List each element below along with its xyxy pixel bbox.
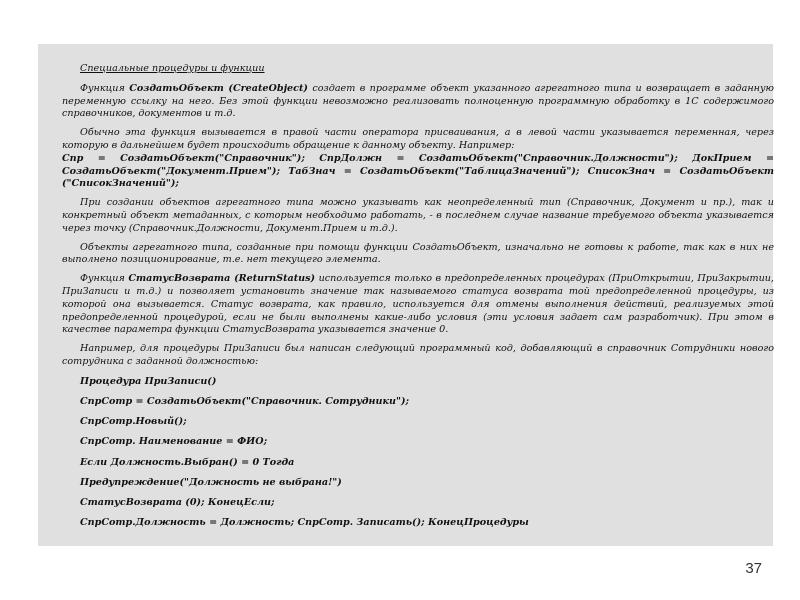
code-line: Предупреждение("Должность не выбрана!")	[80, 476, 342, 488]
code-line: СпрСотр. Наименование = ФИО;	[80, 436, 268, 448]
code-line: СпрСотр.Должность = Должность; СпрСотр. Записать(); КонецПроцедуры	[80, 517, 529, 529]
code-example-inline: Спр = СоздатьОбъект("Справочник"); СпрДолжн = СоздатьОбъект("Справочник.Должности"); ДокПрием = СоздатьОбъект("Документ.Прием"); ТабЗнач = СоздатьОбъект("ТаблицаЗначений"); СписокЗнач = СоздатьОбъект ("СписокЗначений");	[62, 152, 774, 190]
paragraph-returnstatus	[62, 273, 774, 337]
text-run: Функция	[80, 82, 130, 94]
term-createobject: СоздатьОбъект (CreateObject)	[129, 82, 308, 94]
code-line: Если Должность.Выбран() = 0 Тогда	[80, 456, 295, 468]
paragraph-usage	[62, 127, 774, 191]
text-run: используется только в предопределенных процедурах (ПриОткрытии, ПриЗакрытии, ПриЗаписи и т.д.) и позволяет установить значение так называемого статуса возврата той предопределенной процедуры, из которой она вызывается. Статус возврата, как правило, используется для отмены выполнения действий, реализуемых этой предопределенной процедурой, если не были выполнены какие-либо условия (эти условия задает сам разработчик). При этом в качестве параметра функции СтатусВозврата указывается значение 0.	[62, 273, 774, 336]
page-number: 37	[745, 560, 762, 577]
code-line: СтатусВозврата (0); КонецЕсли;	[80, 496, 275, 508]
text-run: Функция	[80, 273, 129, 285]
text-run: Обычно эта функция вызывается в правой части оператора присваивания, а в левой части указывается переменная, через которую в дальнейшем будет происходить обращение к данному объекту. Например:	[62, 127, 774, 151]
slide-content	[62, 63, 774, 536]
paragraph-object-types: При создании объектов агрегатного типа можно указывать как неопределенный тип (Справочник, Документ и пр.), так и конкретный объект метаданных, с которым необходимо работать, - в последнем случае название требуемого объекта указывается через точку (Справочник.Должности, Документ.Прием и т.д.).	[62, 197, 774, 234]
term-returnstatus: СтатусВозврата (ReturnStatus)	[128, 273, 316, 285]
code-listing	[62, 375, 774, 531]
paragraph-positioning: Объекты агрегатного типа, созданные при помощи функции СоздатьОбъект, изначально не готовы к работе, так как в них не выполнено позиционирование, т.е. нет текущего элемента.	[62, 241, 774, 266]
section-heading: Специальные процедуры и функции	[80, 63, 265, 74]
text-run: создает в программе объект указанного агрегатного типа и возвращает в заданную переменную ссылку на него. Без этой функции невозможно реализовать полноценную программную обработку в 1С содержимого справочников, документов и т.д.	[62, 82, 774, 120]
code-line: Процедура ПриЗаписи()	[80, 375, 217, 387]
code-line: СпрСотр = СоздатьОбъект("Справочник. Сотрудники");	[80, 395, 410, 407]
paragraph-createobject	[62, 83, 774, 121]
paragraph-example-intro: Например, для процедуры ПриЗаписи был написан следующий программный код, добавляющий в справочник Сотрудники нового сотрудника с заданной должностью:	[62, 343, 774, 367]
code-line: СпрСотр.Новый();	[80, 416, 187, 428]
